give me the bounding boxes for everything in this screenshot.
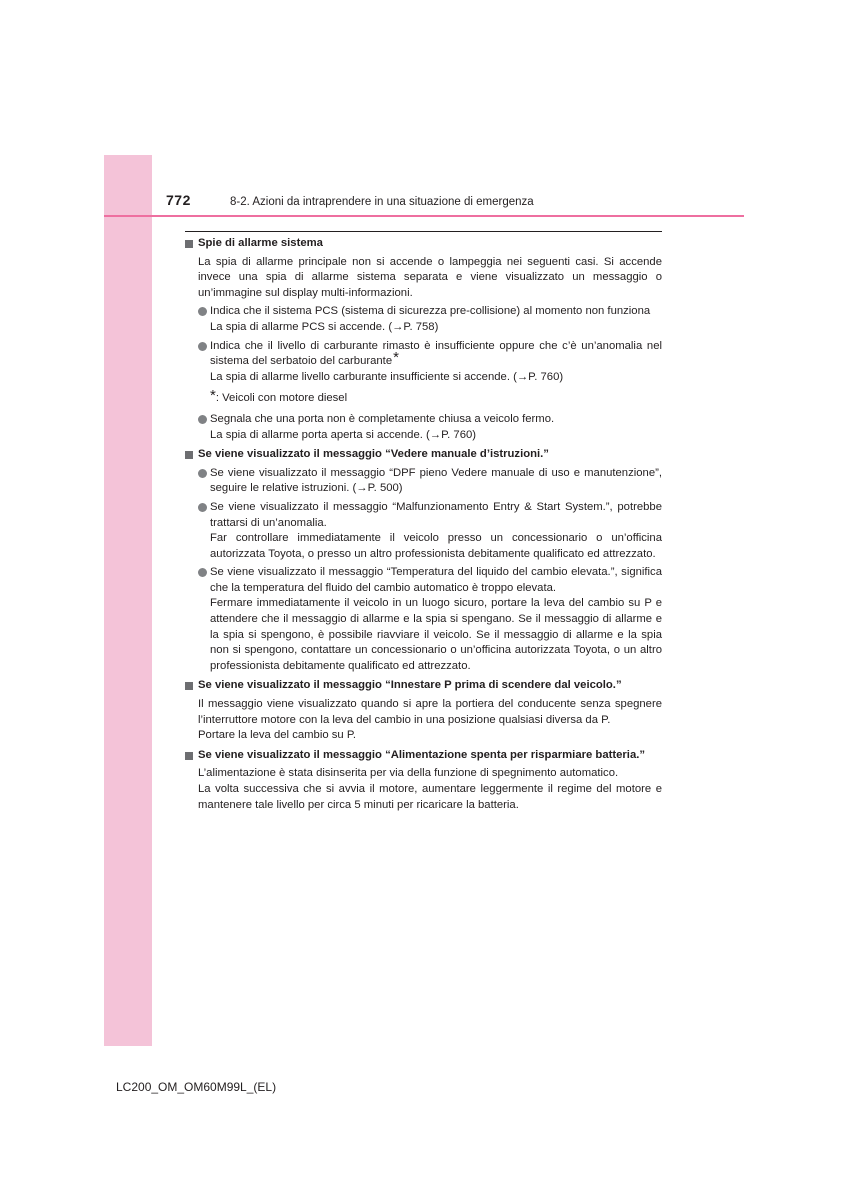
square-bullet-icon <box>185 240 193 248</box>
section-manual-message <box>185 447 662 674</box>
section-title: 8-2. Azioni da intraprendere in una situazione di emergenza <box>230 196 534 208</box>
section-power-off-message <box>185 748 662 813</box>
header-rule <box>104 215 744 217</box>
section-intro: La spia di allarme principale non si accende o lampeggia nei seguenti casi. Si accende invece una spia di allarme sistema separata e viene visualizzato un messaggio o un’immagine sul display multi-informazioni. <box>198 255 662 299</box>
square-bullet-icon <box>185 451 193 459</box>
circle-bullet-icon <box>198 307 207 316</box>
square-bullet-icon <box>185 752 193 760</box>
content-top-rule <box>185 231 662 232</box>
asterisk-mark: * <box>393 349 399 367</box>
list-item: Se viene visualizzato il messaggio “DPF pieno Vedere manuale di uso e manutenzione”, seguire le relative istruzioni. (→P. 500) <box>185 466 662 497</box>
section-heading: Se viene visualizzato il messaggio “Alimentazione spenta per risparmiare batteria.” <box>185 748 662 764</box>
paragraph: L’alimentazione è stata disinserita per via della funzione di spegnimento automatico. La volta successiva che si avvia il motore, aumentare leggermente il regime del motore e mantenere tale livello per circa 5 minuti per ricaricare la batteria. <box>198 767 662 811</box>
circle-bullet-icon <box>198 342 207 351</box>
circle-bullet-icon <box>198 503 207 512</box>
list-item: Segnala che una porta non è completamente chiusa a veicolo fermo. La spia di allarme porta aperta si accende. (→P. 760) <box>185 412 662 443</box>
section-warning-lights <box>185 236 662 443</box>
list-item: Indica che il sistema PCS (sistema di sicurezza pre-collisione) al momento non funziona La spia di allarme PCS si accende. (→P. 758) <box>185 304 662 335</box>
circle-bullet-icon <box>198 469 207 478</box>
list-item: Se viene visualizzato il messaggio “Temperatura del liquido del cambio elevata.”, significa che la temperatura del fluido del cambio automatico è troppo elevata. Fermare immediatamente il veicolo in un luogo sicuro, portare la leva del cambio su P e attendere che il messaggio di allarme e la spia si spengano. Se il messaggio di allarme e la spia si spengono, è possibile riavviare il veicolo. Se il messaggio di allarme e la spia non si spengono, contattare un concessionario o un’officina autorizzata Toyota, o un altro professionista debitamente qualificato ed attrezzato. <box>185 565 662 674</box>
circle-bullet-icon <box>198 568 207 577</box>
list-item: Se viene visualizzato il messaggio “Malfunzionamento Entry & Start System.”, potrebbe trattarsi di un’anomalia. Far controllare immediatamente il veicolo presso un concessionario o un’officina autorizzata Toyota, o presso un altro professionista debitamente qualificato ed attrezzato. <box>185 500 662 562</box>
section-heading: Se viene visualizzato il messaggio “Innestare P prima di scendere dal veicolo.” <box>185 678 662 694</box>
page-number: 772 <box>166 192 191 208</box>
section-heading: Se viene visualizzato il messaggio “Vedere manuale d’istruzioni.” <box>185 447 662 463</box>
list-item: Indica che il livello di carburante rimasto è insufficiente oppure che c’è un’anomalia nel sistema del serbatoio del carburante* La spia di allarme livello carburante insufficiente si accende. (→P. 760) <box>185 339 662 386</box>
content <box>185 236 662 817</box>
section-heading: Spie di allarme sistema <box>185 236 662 252</box>
square-bullet-icon <box>185 682 193 690</box>
document-code: LC200_OM_OM60M99L_(EL) <box>116 1080 277 1094</box>
paragraph: Il messaggio viene visualizzato quando si apre la portiera del conducente senza spegnere l’interruttore motore con la leva del cambio in una posizione qualsiasi diversa da P. Portare la leva del cambio su P. <box>198 698 662 742</box>
section-shift-p-message <box>185 678 662 743</box>
circle-bullet-icon <box>198 415 207 424</box>
side-tab <box>104 155 152 1046</box>
footnote: *: Veicoli con motore diesel <box>210 387 348 405</box>
